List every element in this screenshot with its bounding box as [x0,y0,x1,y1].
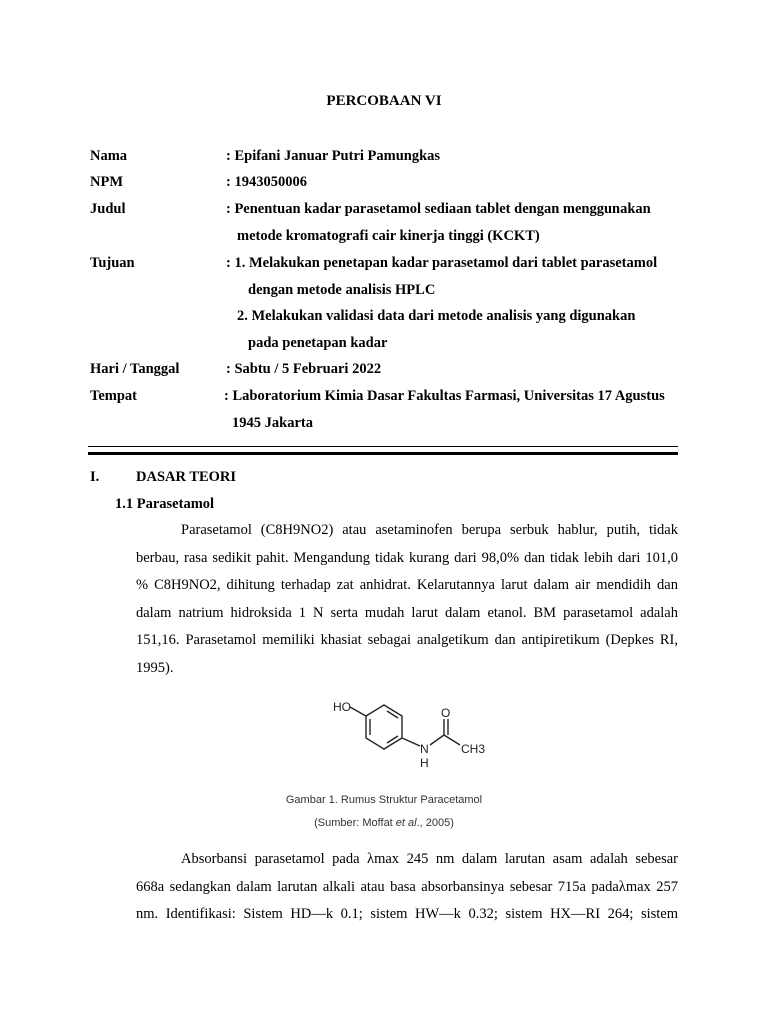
nama-label: Nama [90,148,128,164]
npm-value: : 1943050006 [226,174,307,190]
paragraph-line: nm. Identifikasi: Sistem HD—k 0.1; sistem HW—k 0.32; sistem HX—RI 264; sistem [136,906,678,922]
tujuan-value-line4: pada penetapan kadar [248,335,388,351]
figure-source-suffix: ., 2005) [416,817,454,829]
figure-source [0,817,768,829]
paragraph-line: % C8H9NO2, dihitung terhadap zat anhidrat. Kelarutannya larut dalam air mendidih dan [136,577,678,593]
tujuan-value-line3: 2. Melakukan validasi data dari metode analisis yang digunakan [237,308,636,324]
atom-ch3-label: CH3 [461,742,486,756]
figure-caption: Gambar 1. Rumus Struktur Paracetamol [285,794,483,806]
subsection-title: 1.1 Parasetamol [115,496,215,512]
divider-thick [88,452,678,455]
hari-tanggal-value: : Sabtu / 5 Februari 2022 [226,361,382,377]
paragraph-line: 668a sedangkan dalam larutan alkali atau basa absorbansinya sebesar 715a padaλmax 257 [136,878,678,895]
paragraph-line: Parasetamol (C8H9NO2) atau asetaminofen berupa serbuk hablur, putih, tidak [181,522,678,538]
section-title: DASAR TEORI [136,469,237,485]
tujuan-value-line2: dengan metode analisis HPLC [248,282,436,298]
judul-value-line2: metode kromatografi cair kinerja tinggi (KCKT) [237,228,540,244]
paragraph-parasetamol [136,517,678,682]
atom-ho-label: HO [333,700,351,714]
tujuan-value-line1: : 1. Melakukan penetapan kadar parasetamol dari tablet parasetamol [226,255,658,271]
paragraph-line: berbau, rasa sedikit pahit. Mengandung tidak kurang dari 98,0% dan tidak lebih dari 101,0 [136,549,678,566]
page-title: PERCOBAAN VI [326,93,442,109]
atom-h-label: H [420,756,429,770]
figure-source-prefix: (Sumber: Moffat [314,817,396,829]
paragraph-absorbansi [136,846,678,929]
npm-label: NPM [90,174,124,190]
hari-tanggal-label: Hari / Tanggal [90,361,180,377]
paragraph-line: 151,16. Parasetamol memiliki khasiat sebagai analgetikum dan antipiretikum (Depkes RI, [136,632,678,648]
paragraph-line: 1995). [136,659,174,676]
nama-value: : Epifani Januar Putri Pamungkas [226,148,441,164]
tujuan-label: Tujuan [90,255,135,271]
paracetamol-structure-figure [320,695,500,775]
paragraph-line: Absorbansi parasetamol pada λmax 245 nm dalam larutan asam adalah sebesar [181,851,678,867]
judul-value-line1: : Penentuan kadar parasetamol sediaan tablet dengan menggunakan [226,201,651,217]
divider-thin [88,446,678,447]
judul-label: Judul [90,201,126,217]
paragraph-line: dalam natrium hidroksida 1 N serta mudah larut dalam etanol. BM parasetamol adalah [136,604,678,621]
tempat-value-line2: 1945 Jakarta [232,415,313,431]
tempat-value-line1: : Laboratorium Kimia Dasar Fakultas Farmasi, Universitas 17 Agustus [224,388,665,404]
section-number: I. [90,469,100,485]
tempat-label: Tempat [90,388,137,404]
figure-source-italic: et al [395,817,417,829]
atom-n-label: N [420,742,429,756]
atom-o-label: O [441,706,451,720]
